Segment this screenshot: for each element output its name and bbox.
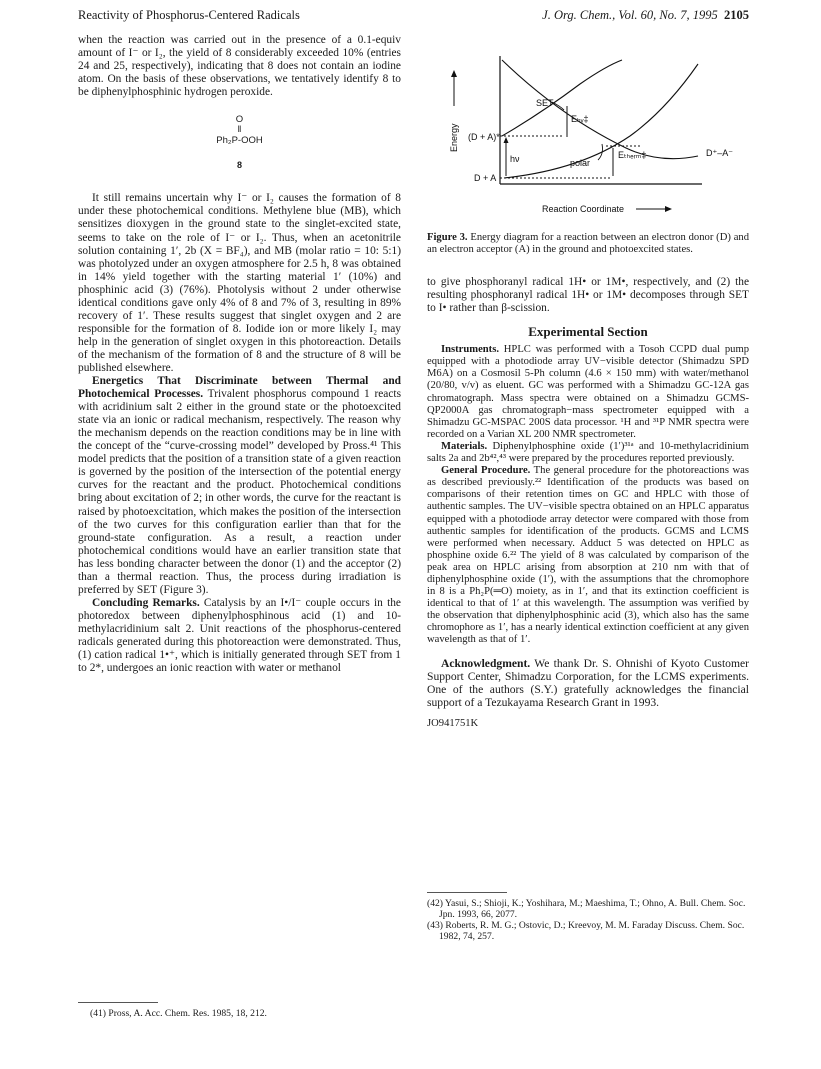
experimental-text	[427, 344, 749, 646]
energy-diagram	[440, 44, 758, 220]
running-head: Reactivity of Phosphorus-Centered Radicals	[78, 8, 300, 22]
excited-curve	[502, 60, 622, 136]
paragraph-text: HPLC was performed with a Tosoh CCPD dual pump equipped with a photodiode array UV−visible detector (Shimadzu SPD M6A) on a Cosmosil 5-Ph column (4.6 × 150 mm) with water/methanol (20/80, v/v) as eluent. GC was performed with a Shimadzu GC-12A gas chromatograph. Mass spectra were obtained on a Shimadzu GCMS-QP2000A gas chromatograph−mass spectrometer equipped with a Shimadzu GC-MSPAC 200S data processor. ¹H and ³¹P NMR spectra were recorded on a Varian XL 200 NMR spectrometer.	[427, 344, 749, 440]
right-column	[427, 276, 749, 730]
polar-arrow	[598, 144, 603, 160]
section-title: Experimental Section	[528, 324, 648, 340]
product-curve	[504, 64, 698, 178]
paragraph	[78, 375, 401, 597]
footnote: (41) Pross, A. Acc. Chem. Res. 1985, 18, 212.	[90, 1008, 267, 1019]
ground-state-label: D + A	[474, 173, 497, 183]
paragraph-text: The general procedure for the photoreactions was as described previously.²² Identification of the products was based on comparisons of their retention times on GC and HPLC with those of authentic samples. The UV−visible spectra obtained on an HPLC apparatus equipped with a photodiode array detector were compared with those from authentic samples for identification of the products. GCMS and LCMS were performed when necessary. Adduct 5 was detected on HPLC as phosphine oxide 6.²² The yield of 8 was calculated by comparison of the peak area on HPLC arising from absorption at 210 nm with that of diphenylphosphine oxide (1′), with the assumptions that the chromophore in 8 is a Ph₂P(═O) moiety, as in 1′, and that its extinction coefficient is identical to that of 1′ at this wavelength. The assumption was verified by the observation that diphenylphosphinic acid (3), which also has the same chromophore as 1′, has a nearly identical extinction coefficient at any given wavelength as that of 1′.	[427, 465, 749, 646]
paragraph-heading: Energetics That Discriminate between Thermal and Photochemical Processes.	[78, 375, 401, 401]
paragraph	[427, 344, 749, 441]
structure-oxygen: O	[235, 114, 244, 126]
paragraph	[427, 465, 749, 646]
polar-label: polar	[570, 158, 591, 168]
paragraph: It still remains uncertain why I⁻ or I₂ causes the formation of 8 under these photochemical conditions. Methylene blue (MB), which sensitizes dioxygen in the ground state to the singlet-excited state, seems to take on the role of I⁻ or I₂. Thus, when an acetonitrile solution containing 1′, 2b (X = BF₄), and MB (molar ratio = 10: 5:1) was photolyzed under an oxygen atmosphere for 2.5 h, 8 was obtained in 14% yield together with the starting material 1′ (10%) and phosphinic acid (3) (76%). Photolysis without 2 under otherwise identical conditions gave only 4% of 8 and 7% of 3, resulting in 89% recovery of 1′. These results suggest that singlet oxygen and 2 are responsible for the formation of 8. Iodide ion or more likely I₂ may help in the generation of singlet oxygen in this photoreaction. Details of the mechanism of the formation of 8 and the structure of 8 will be published elsewhere.	[78, 192, 401, 374]
paragraph	[427, 441, 749, 465]
footnotes	[427, 898, 749, 942]
chemical-structure-8	[78, 113, 401, 172]
manuscript-code: JO941751K	[427, 718, 479, 730]
journal-citation	[542, 8, 749, 23]
page-number: 2105	[724, 8, 749, 22]
set-label: SET	[536, 98, 554, 108]
paragraph-heading: Acknowledgment.	[441, 656, 531, 670]
paragraph-heading: Materials.	[441, 440, 488, 452]
figure-caption	[427, 232, 749, 256]
paragraph-text: We thank Dr. S. Ohnishi of Kyoto Customer Support Center, Shimadzu Corporation, for the LCMS experiments. One of the authors (S.Y.) gratefully acknowledges the financial support of a Tezukayama Research Grant in 1993.	[427, 656, 749, 710]
paragraph-heading: Instruments.	[441, 344, 499, 356]
paragraph-text: Diphenylphosphine oxide (1′)³¹ᵃ and 10-methylacridinium salts 2a and 2b⁴²,⁴³ were prepared by the procedures reported previously.	[427, 440, 749, 465]
left-column	[78, 34, 401, 675]
reaction-arrow-head	[665, 206, 672, 212]
x-axis-label: Reaction Coordinate	[542, 204, 625, 214]
structure-label: 8	[236, 160, 242, 171]
set-arrow	[552, 102, 564, 110]
structure-double-bond: ‖	[237, 124, 242, 136]
figure-caption-label: Figure 3.	[427, 232, 468, 243]
reactant-curve	[502, 60, 698, 159]
excited-state-label: (D + A)*	[468, 132, 500, 142]
paragraph-text: Trivalent phosphorus compound 1 reacts with acridinium salt 2 either in the ground state or the photoexcited state via an ionic or radical mechanism, respectively. The reason why the mechanism depends on the reaction conditions may be in line with the concept of the “curve-crossing model” developed by Pross.⁴¹ This model predicts that the position of a transition state of a given reaction is governed by the position of the intersection of the potential energy curves for the reactant and the product. Photochemical conditions bring about excitation of 2; in other words, the curve for the reactant is raised by photoexcitation, which makes the position of the intersection of the two curves for this configuration earlier than that for the ground-state configuration. As a result, a reaction under photochemical conditions would have an earlier transition state that has less bonding character between the donor (1) and the acceptor (2) than a thermal reaction. Thus, the process during irradiation is preferred by SET (Figure 3).	[78, 388, 402, 596]
footnote: (43) Roberts, R. M. G.; Ostovic, D.; Kreevoy, M. M. Faraday Discuss. Chem. Soc. 1982, 74, 257.	[427, 920, 745, 942]
structure-formula: Ph₂P-OOH	[216, 135, 263, 147]
hv-label: hν	[510, 154, 520, 164]
footnote-rule	[427, 892, 507, 893]
paragraph: to give phosphoranyl radical 1H• or 1M•, respectively, and (2) the resulting phosphoranyl radical 1H• or 1M• decomposes through SET to I• rather than β-scission.	[427, 276, 749, 315]
acknowledgment	[427, 657, 749, 710]
journal-name: J. Org. Chem., Vol. 60, No. 7, 1995	[542, 8, 718, 22]
product-label: D⁺–A⁻	[706, 148, 734, 158]
ehv-label: Eₕᵥ‡	[571, 114, 589, 124]
paragraph-heading: General Procedure.	[441, 465, 531, 477]
etherm-label: Eₜₕₑᵣₘ‡	[618, 150, 647, 160]
footnote-rule	[78, 1002, 158, 1003]
figure-caption-text: Energy diagram for a reaction between an electron donor (D) and an electron acceptor (A) in the ground and photoexcited states.	[427, 232, 749, 255]
paragraph: when the reaction was carried out in the presence of a 0.1-equiv amount of I⁻ or I₂, the yield of 8 considerably exceeded 10% (entries 24 and 25, respectively), indicating that 8 does not contain an iodine atom. On the basis of these observations, we tentatively identify 8 to be diphenylphosphinic hydrogen peroxide.	[78, 34, 401, 99]
paragraph	[78, 597, 401, 675]
paragraph-text: Catalysis by an I•/I⁻ couple occurs in the photoredox between diphenylphosphinous acid (1) and 10-methylacridinium salt 2. Unit reactions of the phosphorus-centered radicals generated during this photoreaction were demonstrated. Thus, (1) cation radical 1•⁺, which is initially generated through SET from 1 to 2*, undergoes an ionic reaction with water or methanol	[78, 596, 401, 675]
energy-arrow-head	[451, 70, 457, 77]
hv-arrow-head	[504, 137, 509, 143]
y-axis-label: Energy	[449, 123, 459, 152]
paragraph-heading: Concluding Remarks.	[92, 596, 200, 609]
footnote: (42) Yasui, S.; Shioji, K.; Yoshihara, M.; Maeshima, T.; Ohno, A. Bull. Chem. Soc. Jpn. 1993, 66, 2077.	[427, 898, 746, 920]
